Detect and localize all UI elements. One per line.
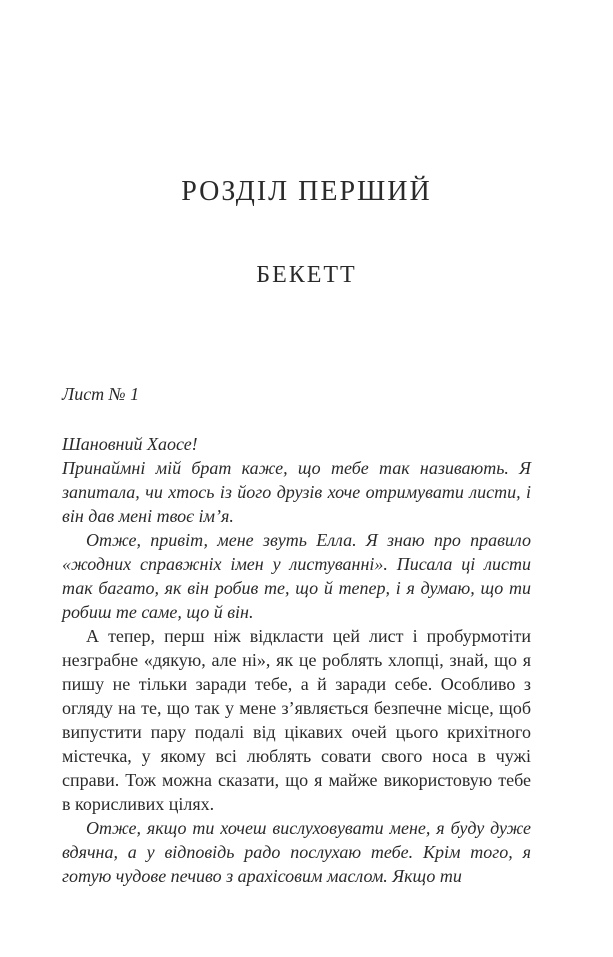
paragraph-4: Отже, якщо ти хочеш вислуховувати мене, я буду дуже вдячна, а у відповідь радо послухаю тебе. Крім того, я готую чудове печиво з арахісовим маслом. Якщо ти — [62, 818, 531, 886]
letter-greeting: Шановний Хаосе! — [62, 434, 198, 454]
paragraph-2: Отже, привіт, мене звуть Елла. Я знаю про правило «жодних справжніх імен у листуванні». Писала ці листи так багато, як він робив те, що й тепер, і я думаю, що ти робиш те саме, що й він. — [62, 530, 531, 622]
chapter-subtitle: БЕКЕТТ — [256, 262, 357, 288]
letter-body — [62, 456, 531, 888]
letter-number: Лист № 1 — [62, 384, 140, 404]
chapter-title: РОЗДІЛ ПЕРШИЙ — [181, 176, 432, 207]
paragraph-3: А тепер, перш ніж відкласти цей лист і пробурмотіти незграбне «дякую, але ні», як це роблять хлопці, знай, що я пишу не тільки заради тебе, а й заради себе. Особливо з огляду на те, що так у мене з’являється безпечне місце, щоб випустити пару подалі від цікавих очей цього крихітного містечка, у якому всі люблять совати свого носа в чужі справи. Тож можна сказати, що я майже використовую тебе в корисливих цілях. — [62, 626, 531, 814]
paragraph-1: Принаймні мій брат каже, що тебе так називають. Я запитала, чи хтось із його друзів хоче отримувати листи, і він дав мені твоє ім’я. — [62, 458, 531, 526]
